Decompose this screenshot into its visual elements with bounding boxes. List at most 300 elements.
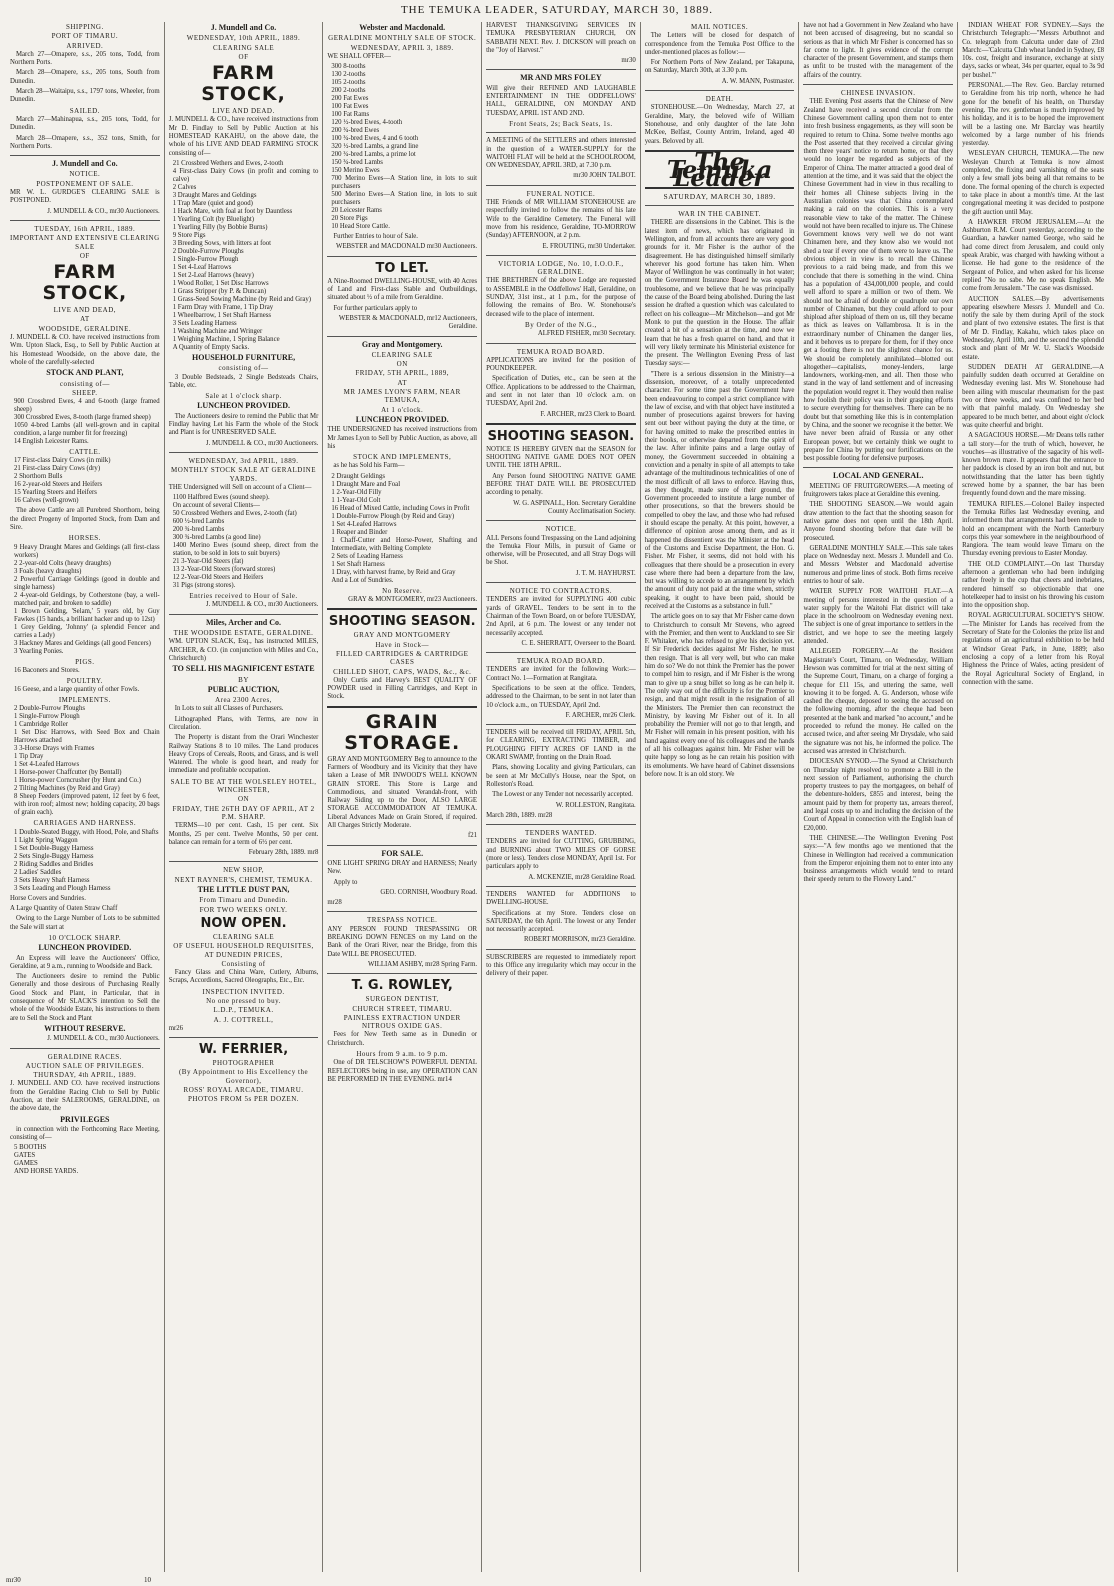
archer-line-2: F. ARCHER, mr26 Clerk. (565, 711, 636, 719)
list-item: 1 Set Double-Buggy Harness (14, 844, 94, 852)
list-item: 2 Calves (172, 183, 197, 191)
firm-heading: Webster and Macdonald. (359, 23, 446, 32)
poultry-heading: POULTRY. (66, 676, 103, 685)
firm-heading: J. Mundell and Co. (52, 159, 118, 169)
list-item: 500 Merino Ewes—A Station line, in lots to suit purchasers (331, 191, 478, 207)
list-item: 1 Farm Dray with Frame, 1 Tip Dray (172, 303, 274, 311)
list-item: 3 Hackney Mares and Geldings (all good Fencers) (14, 639, 151, 647)
cattle-note: The above Cattle are all Purebred Shorthorn, being the direct Progeny of Imported Stock, from Dam and Sire. (10, 507, 160, 531)
list-item: 100 Fat Rams (331, 111, 370, 119)
consisting-line: Consisting of (221, 959, 266, 968)
list-item: 105 2-tooths (331, 79, 366, 87)
grain-body: GRAY AND MONTGOMERY Beg to announce to the Farmers of Woodbury and its Vicinity that they have taken a Lease of MR INWOOD'S WELL KNOWN GRAIN STORE. This Store is Large and Commodious, and situated Verandah-front, with Railway Siding up to the Door, ALSO LARGE STORAGE ACCOMMODATION AT TEMUKA. Liberal Advances Made on Grain Stored, if required. All Charges Strictly Moderate. (327, 755, 478, 830)
poultry-list (10, 686, 160, 694)
trespass-heading: TRESPASS NOTICE. (367, 916, 438, 925)
list-item: 2 Double-Furrow Ploughs (14, 705, 85, 713)
carriages-heading: CARRIAGES AND HARNESS. (33, 819, 137, 828)
list-item: 13 2-Year-Old Steers (forward stores) (172, 566, 276, 574)
church-line: CHURCH STREET, TIMARU. (352, 1004, 453, 1013)
shipping-heading: SHIPPING. (65, 23, 104, 31)
oats-line: A Large Quantity of Oaten Straw Chaff (10, 905, 118, 913)
signature-3: GRAY & MONTGOMERY, mr23 Auctioneers. (348, 596, 478, 604)
monthly-body: THE Undersigned will Sell on account of a Client— (168, 483, 312, 491)
list-item: 200 2-tooths (331, 87, 366, 95)
without-reserve: WITHOUT RESERVE. (44, 1023, 126, 1033)
list-item: 31 Pigs (strong stores). (172, 582, 236, 590)
mail-heading: MAIL NOTICES. (691, 23, 749, 31)
notice-heading: NOTICE. (69, 170, 101, 179)
list-item: 100 Fat Ewes (331, 103, 369, 111)
tenders-rangitata: TENDERS are invited for the following Work:— Contract No. 1—Formation at Rangitata. (486, 666, 636, 682)
list-item: 900 Crossbred Ewes, 4 and 6-tooth (large framed sheep) (14, 398, 160, 414)
list-item: 16 Head of Mixed Cattle, including Cows in Profit (331, 504, 470, 512)
have-line: Have in Stock— (375, 640, 430, 649)
list-item: 9 Heavy Draught Mares and Geldings (all first-class workers) (14, 543, 160, 559)
list-item: 21 Crossbred Wethers and Ewes, 2-tooth (172, 159, 284, 167)
stock-impl-heading: STOCK AND IMPLEMENTS, (353, 453, 452, 462)
list-item: 700 Merino Ewes—A Station line, in lots to suit purchasers (331, 175, 478, 191)
farm-stock-title: FARM STOCK, (201, 62, 286, 106)
list-item: 2 Double-Furrow Ploughs (172, 247, 244, 255)
list-item: GATES (14, 1152, 36, 1160)
death-heading: DEATH. (705, 95, 734, 104)
entries-line: Entries received to Hour of Sale. (189, 592, 298, 601)
list-item: On account of several Clients— (172, 502, 260, 510)
miles-archer-heading: Miles, Archer and Co. (206, 617, 282, 627)
list-item: And a Lot of Sundries. (331, 576, 394, 584)
area-line: Area 2300 Acres, (215, 696, 272, 705)
implements-list (10, 705, 160, 817)
rolleston-line: W. ROLLESTON, Rangitata. (555, 801, 636, 809)
list-item: 1 Set 4-Leaf Harrows (172, 263, 232, 271)
war-p2: "There is a serious dissension in the Ministry—a dissension, moreover, of a totally unprecedented character. For some time past the Government have been endeavouring to compel a strict compliance with the law of excise, and with that object have instituted a number of prosecutions against brewers for having sent out beer without paying the duty at the time, or for having omitted to make the prescribed entries in their books, or otherwise departed from the spirit of the law. After infinite pains and a large outlay of money, the Government succeeded in obtaining a conviction and a penalty in spite of all attempts to take advantage of the multitudinous technicalities of one of the most difficult of all laws to enforce. Having thus, as they thought, made sure of their ground, the Government proceeded to institute a large number of other prosecutions, so that the brewers should be compelled to obey the law, and those who had refused it should escape the penalty. At this point, however, a difference of opinion arose among them, and as it happened the dissentient was the Minister at the head of the Customs and Excise Department, the Hon. G. Fisher. Mr Fisher, it seems, did not hold with his colleagues that there should be a prosecution in every case where there had been a departure from the law, but was willing to accede to an arrangement by which the amount of duty not paid at the time when, strictly speaking, it ought to have been paid, should be received at the Customs as a substance in full." (644, 370, 795, 610)
sailed-heading: SAILED. (69, 106, 100, 115)
lowest-text: The Lowest or any Tender not necessarily accepted. (492, 791, 634, 799)
mann-line: A. W. MANN, Postmaster. (721, 77, 795, 85)
cottrell-line: A. J. COTTRELL, (213, 1015, 274, 1024)
f21-line: f21 (468, 832, 478, 840)
clearing-line: CLEARING SALE (212, 932, 275, 941)
sale-place: WOODSIDE, GERALDINE. (38, 324, 132, 333)
cornish-line: GEO. CORNISH, Woodbury Road. (380, 888, 478, 896)
notice-body: ALL Persons found Trespassing on the Land adjoining the Temuka Flour Mills, in pursuit of Game or otherwise, will be Prosecuted, and all Stray Dogs will be Shot. (486, 534, 636, 567)
list-item: 1 Horse-power Corncrusher (by Hunt and Co.) (14, 777, 142, 785)
meeting-text: A MEETING of the SETTLERS and others interested in the question of a WATER-SUPPLY for the WAITOHI FLAT will be held at the SCHOOLROOM, ON WEDNESDAY, APRIL 3RD, at 7.30 p.m. (486, 137, 636, 170)
list-item: 600 ½-bred Lambs (172, 518, 225, 526)
from-line: From Timaru and Dunedin. (199, 896, 288, 905)
of-label: OF (238, 52, 249, 61)
list-item: 1 1-Year-Old Colt (331, 496, 381, 504)
list-item: 16 Calves (well-grown) (14, 497, 79, 505)
pigs-heading: PIGS. (75, 657, 95, 666)
list-item: 3 Sets Leading and Plough Harness (14, 884, 111, 892)
local-item-3: GERALDINE MONTHLY SALE.—This sale takes place on Wednesday next. Messrs J. Mundell and Co. and Messrs Webster and Macdonald advertise numerous and prime lines of stock. Both firms receive entries to hour of sale. (803, 544, 954, 585)
list-item: 1 Chaff-Cutter and Horse-Power, Shafting and Intermediate, with Belting Complete (331, 536, 478, 552)
luncheon-heading: LUNCHEON PROVIDED. (197, 401, 290, 411)
arcade-line: ROSS' ROYAL ARCADE, TIMARU. (183, 1086, 304, 1095)
poundkeeper-body: Specification of Duties, etc., can be seen at the Office. Applications to be addressed to the Chairman, and sent in not later than 10 o'clock a.m. on TUESDAY, April 2nd. (486, 375, 636, 408)
march-line: March 28th, 1889. mr28 (486, 811, 553, 819)
grain-heading: GRAIN STORAGE. (344, 710, 461, 754)
list-item: 1 Reaper and Binder (331, 528, 388, 536)
lunch-body: THE UNDERSIGNED has received instructions from Mr James Lyon to Sell by Public Auction, as above, all his (327, 426, 478, 450)
clearing-heading: CLEARING SALE (371, 350, 433, 359)
foley-body: Will give their REFINED AND LAUGHABLE ENTERTAINMENT IN THE ODDFELLOWS' HALL, GERALDINE, ON MONDAY AND TUESDAY, APRIL 1ST AND 2ND. (486, 84, 636, 117)
road-board-heading: TEMUKA ROAD BOARD. (516, 347, 605, 356)
photos-line: PHOTOS FROM 5s PER DOZEN. (188, 1095, 300, 1104)
list-item: AND HORSE YARDS. (14, 1168, 79, 1176)
privileges-heading: AUCTION SALE OF PRIVILEGES. (25, 1061, 145, 1070)
list-item: 2 Powerful Carriage Geldings (good in double and single harness) (14, 575, 160, 591)
foley-fee: Front Seats, 2s; Back Seats, 1s. (509, 119, 613, 128)
now-open-heading: NOW OPEN. (200, 915, 287, 931)
trespass-body: ANY PERSON FOUND TRESPASSING OR BREAKING DOWN FENCES on my Land on the Bank of the Orari River, near the Bridge, from this Date WILL BE PROSECUTED. (327, 925, 478, 958)
morrison-line: ROBERT MORRISON, mr23 Geraldine. (523, 936, 636, 944)
column-1 (6, 22, 165, 1572)
list-item: GAMES (14, 1160, 38, 1168)
carriages-list (10, 829, 160, 893)
list-item: 21 3-Year-Old Steers (fat) (172, 558, 244, 566)
telschow-text: One of DR TELSCHOW'S POWERFUL DENTAL REFLECTORS being in use, any OPERATION CAN BE PERFORMED IN THE EVENING. mr14 (327, 1059, 478, 1083)
order-line: By Order of the N.G., (525, 320, 597, 329)
edition-date: SATURDAY, MARCH 30, 1889. (663, 191, 776, 201)
aspinall-line: W. G. ASPINALL, Hon. Secretary Geraldine County Acclimatisation Society. (513, 499, 636, 515)
oclock-line: At 1 o'clock. (381, 405, 424, 414)
sale-intro: J. MUNDELL & CO. have received instructions from Wm. Upton Slack, Esq., to Sell by Public Auction at his Homestead Woodside, on the above date, the whole of the carefully-selected (10, 334, 160, 366)
footer-left: mr30 (6, 1576, 21, 1584)
port-heading: PORT OF TIMARU. (51, 32, 119, 41)
sale-date: WEDNESDAY, 10th APRIL, 1889. (186, 34, 301, 43)
terms-text: TERMS—10 per cent. Cash, 15 per cent. Six Months, 25 per cent. Twelve Months, 50 per cent. balance can remain for a term of 6½ per cent. (168, 822, 319, 846)
column-6 (799, 22, 958, 1572)
list-item: 1 Trap Mare (quiet and good) (172, 199, 253, 207)
death-body: STONEHOUSE.—On Wednesday, March 27, at Geraldine, Mary, the beloved wife of William Stonehouse, and only daughter of the late John McKee, Belfast, County Antrim, Ireland, aged 40 years. Beloved by all. (644, 104, 795, 145)
next-line: NEXT RAYNER'S, CHEMIST, TEMUKA. (174, 875, 313, 884)
list-item: 1 Double-Seated Buggy, with Hood, Pole, and Shafts (14, 828, 159, 836)
list-item: 200 Fat Ewes (331, 95, 369, 103)
implements-heading: IMPLEMENTS. (58, 696, 111, 705)
list-item: 1 Single-Furrow Plough (14, 713, 80, 721)
spec-text: Specifications to be seen at the office. Tenders, addressed to the Chairman, to be sent in not later than 10 o'clock a.m., on TUESDAY, April 2nd. (486, 685, 636, 709)
for-sale-body: ONE LIGHT SPRING DRAY and HARNESS; Nearly New. (327, 859, 478, 876)
inspection-line: INSPECTION INVITED. (202, 987, 285, 996)
races-body: J. MUNDELL AND CO. have received instructions from the Geraldine Racing Club to Sell by Public Auction, at their SALEROOMS, GERALDINE, on the above date, the (10, 1080, 160, 1113)
priv-heading: PRIVILEGES (60, 1114, 110, 1124)
farm-line: MR JAMES LYON'S FARM, NEAR TEMUKA, (343, 388, 461, 405)
hours-line: Hours from 9 a.m. to 9 p.m. (356, 1050, 449, 1058)
at-label: AT (80, 315, 90, 324)
local-item-7: THE CHINESE.—The Wellington Evening Post says:—"A few months ago we mentioned that the Chinese in Wellington had received a communication from the Emperor enjoining them not to enter into any business arrangements which would tend to retard their speedy return to the Flowery Land." (803, 834, 954, 884)
we-offer: WE SHALL OFFER— (327, 52, 391, 60)
poundkeeper-text: APPLICATIONS are invited for the position of POUNDKEEPER. (486, 356, 636, 373)
subscribers-text: SUBSCRIBERS are requested to immediately report to this Office any irregularity which may occur in the delivery of their paper. (486, 953, 636, 978)
list-item: 1 Set Disc Harrows, with Seed Box and Chain Harrows attached (14, 729, 160, 745)
list-item: 300 ¾-bred Lambs (a good line) (172, 534, 261, 542)
list-item: 2 Riding Saddles and Bridles (14, 860, 94, 868)
news-item-7: A SAGACIOUS HORSE.—Mr Deans tells rather a tall story—for the truth of which, however, he vouches—as illustrative of the sagacity of his well-known brown mare. It appears that the entrance to her paddock is closed by an iron bolt and nut, but notwithstanding that the latter has been tightly screwed home by a spanner, the bar has been frequently found down and the mare missing. (962, 432, 1105, 498)
list-item: 2 Sets of Leading Harness (331, 552, 403, 560)
apply-line: Apply to (333, 878, 358, 886)
on-label: ON (396, 360, 408, 369)
list-item: 50 Crossbred Wethers and Ewes, 2-tooth (fat) (172, 510, 297, 518)
sale-date-2: FRIDAY, 5TH APRIL, 1889, (355, 369, 450, 378)
new-shop: NEW SHOP, (223, 866, 264, 875)
mail-note: For Northern Ports of New Zealand, per Takapuna, on Saturday, March 30th, at 3.30 p.m. (644, 59, 795, 75)
photographer-line: PHOTOGRAPHER (212, 1059, 275, 1068)
ferrier-heading: W. FERRIER, (198, 1042, 289, 1058)
horses-heading: HORSES. (68, 534, 101, 543)
dustpan-heading: THE LITTLE DUST PAN, (197, 885, 290, 895)
monthly-list (169, 494, 319, 590)
list-item: 1 Hack Mare, with foal at foot by Dauntless (172, 207, 293, 215)
war-continued: have not had a Government in New Zealand who have not been accused of disagreeing, but no scandal so serious as that in which Mr Fisher is concerned has so far come to light. It gives evidence of the corrupt character of the present Government, and stamps them as unfit to be trusted with the management of the affairs of the country. (803, 22, 954, 79)
chilled-line: CHILLED SHOT, CAPS, WADS, &c., &c. (333, 667, 472, 676)
news-item-5: AUCTION SALES.—By advertisements appearing elsewhere Messrs J. Mundell and Co. notify the sale by them during April of the stock and plant of two extensive estates. The first is that of Mr D. Findlay, Kakahu, which takes place on Wednesday, April 10th, and the second the splendid stock and plant of Mr W. U. Slack's Woodside estate. (962, 295, 1105, 361)
desire-text: The Auctioneers desire to remind the Public that Mr Findlay having Let his Farm the whole of the Stock and Plant is for UNRESERVED SALE. (168, 412, 319, 437)
particulars-line: For further particulars apply to (333, 304, 418, 312)
list-item: 3 Sets Leading Harness (172, 319, 237, 327)
list-item: 1050 4-bred Lambs (all well-grown and in capital condition, a large number fit for freezing) (14, 422, 160, 438)
list-item: 20 Leicester Rams (331, 207, 382, 215)
news-item-3: WESLEYAN CHURCH, TEMUKA.—The new Wesleyan Church at Temuka is now almost completed, the fixing and varnishing of the seats only a few small jobs being all that remains to be done. The formal opening of the church is expected to take place in about a month's time. At the last congregational meeting it was decided to postpone the gift auction until May. (962, 150, 1105, 216)
list-item: 9 Store Pigs (172, 231, 206, 239)
lodge-heading: VICTORIA LODGE, No. 10, I.O.O.F., GERALDINE. (498, 259, 624, 277)
local-item-4: WATER SUPPLY FOR WAITOHI FLAT.—A meeting of persons interested in the question of a water supply for the Waitohi Flat district will take place in the schoolroom on Wednesday evening next. The subject is one of great importance to settlers in the district, and we hope to see the meeting largely attended. (803, 588, 954, 646)
list-item: 3 Sets Heavy Shaft Harness (14, 876, 90, 884)
news-item-4: A HAWKER FROM JERUSALEM.—At the Ashburton R.M. Court yesterday, according to the Guardian, a hawker named George, who said he had come direct from Jerusalem, and could only speak Arabic, was charged with hawking without a license. He had gone to the residence of the Sergeant of Police, and when asked for his license replied "No no sabe. Me no speak English. Me come from Jerusalem." The case was dismissed. (962, 218, 1105, 293)
road-board-heading-2: TEMUKA ROAD BOARD. (516, 657, 605, 666)
to-let-heading: TO LET. (375, 260, 429, 276)
only-text: Only Curtis and Harvey's BEST QUALITY OF POWDER used in Filling Cartridges, and Kept in Stock. (327, 676, 478, 701)
list-item: 100 ¾-bred Ewes, 4 and 6 tooth (331, 135, 419, 143)
list-item: 1400 Merino Ewes (sound sheep, direct from the station, to be sold in lots to suit buyers) (172, 542, 319, 558)
list-item: 2 Sets Single-Buggy Harness (14, 852, 94, 860)
filled-line: FILLED CARTRIDGES & CARTRIDGE CASES (335, 649, 469, 667)
foley-heading: MR AND MRS FOLEY (520, 73, 602, 83)
list-item: 1 2-Year-Old Filly (331, 488, 382, 496)
list-item: 1 Weighing Machine, 1 Spring Balance (172, 335, 280, 343)
talbot-line: mr30 JOHN TALBOT. (573, 172, 636, 180)
shooting-more: Any Person found SHOOTING NATIVE GAME BEFORE THAT DATE WILL BE PROSECUTED according to penalty. (486, 472, 636, 497)
list-item: 21 First-class Dairy Cows (dry) (14, 465, 101, 473)
arrival-1: March 27—Omapere, s.s., 205 tons, Todd, from Northern Ports. (10, 50, 160, 67)
list-item: 200 ¾-bred Lambs, a prime lot (331, 151, 416, 159)
farm-list (327, 473, 477, 585)
list-item: 1 Wood Roller, 1 Set Disc Harrows (172, 279, 269, 287)
column-5 (641, 22, 800, 1572)
stock-plant-heading: STOCK AND PLANT, (46, 368, 124, 378)
signature: WEBSTER and MACDONALD mr30 Auctioneers. (336, 243, 478, 251)
list-item: 1 Yearling Filly (by Bobbie Burns) (172, 223, 268, 231)
list-item: 200 ¾-bred Lambs (172, 526, 225, 534)
litho-line: Lithographed Plans, with Terms, are now in Circulation. (168, 715, 319, 731)
list-item: 20 Store Pigs (331, 215, 368, 223)
list-item: 1 Dray, with harvest frame, by Reid and Gray (331, 568, 456, 576)
arrived-heading: ARRIVED. (66, 41, 104, 50)
list-item: 3 Yearling Ponies. (14, 647, 64, 655)
list-item: 3 3-Horse Drays with Frames (14, 745, 95, 753)
no-one-line: No one pressed to buy. (206, 997, 281, 1005)
of-label: OF (79, 251, 90, 260)
painless-line: PAINLESS EXTRACTION UNDER NITROUS OXIDE GAS. (343, 1013, 461, 1031)
list-item: 2 Tilting Machines (by Reid and Gray) (14, 785, 120, 793)
masthead: The Temuka Leader (666, 146, 773, 193)
list-item: 1 Set 4-Leafed Harrows (331, 520, 397, 528)
sailing-1: March 27—Mahinapua, s.s., 205 tons, Todd, for Dunedin. (10, 115, 160, 132)
mr30-line: mr30 (621, 57, 636, 65)
list-item: 16 2-year-old Steers and Heifers (14, 481, 103, 489)
list-item: 3 Foals (heavy draughts) (14, 567, 82, 575)
list-item: 320 ½-bred Lambs, a grand line (331, 143, 419, 151)
tenders-gravel: TENDERS are invited for SUPPLYING 400 cubic yards of GRAVEL. Tenders to be sent in to the Chairman of the Town Board, on or before TUESDAY, 2nd April, at 6 p.m. The lowest or any tender not necessarily accepted. (486, 596, 636, 637)
sale-time: Sale at 1 o'clock sharp. (205, 392, 282, 401)
list-item: 1 Tip Dray (14, 753, 44, 761)
priv-list (10, 1144, 160, 1176)
list-item: 1 Cambridge Roller (14, 721, 68, 729)
list-item: 4 First-class Dairy Cows (in profit and coming to calve) (172, 167, 319, 183)
local-item-1: MEETING OF FRUITGROWERS.—A meeting of fruitgrowers takes place at Geraldine this evening. (803, 482, 954, 499)
signature: J. MUNDELL & CO., mr30 Auctioneers. (205, 439, 319, 447)
list-item: 5 BOOTHS (14, 1144, 47, 1152)
to-sell-heading: TO SELL HIS MAGNIFICENT ESTATE (172, 664, 315, 674)
for-sale-heading: FOR SALE. (381, 848, 424, 858)
carriages-tail: Horse Covers and Sundries. (10, 894, 86, 902)
list-item: 17 First-class Dairy Cows (in milk) (14, 457, 111, 465)
page-header: THE TEMUKA LEADER, SATURDAY, MARCH 30, 1889. (400, 4, 714, 16)
lodge-body: THE BRETHREN of the above Lodge are requested to ASSEMBLE in the Oddfellows' Hall, Geraldine, on SUNDAY, 31st inst., at 1 p.m., for the purpose of following the remains of Bro. W. Stonehouse's deceased wife to the place of interment. (486, 277, 636, 318)
shooting-heading: SHOOTING SEASON. (487, 428, 635, 444)
start-time: 10 O'CLOCK SHARP. (48, 933, 122, 942)
column-3 (323, 22, 482, 1572)
estate-body: WM. UPTON SLACK, Esq., has instructed MILES, ARCHER, & CO. (in conjunction with Miles and Co., Christchurch) (168, 638, 319, 662)
chinese-heading: CHINESE INVASION. (841, 89, 916, 98)
list-item: 300 8-tooths (331, 63, 366, 71)
feb-line: February 28th, 1889. mr8 (248, 849, 319, 857)
luncheon-heading: LUNCHEON PROVIDED. (355, 414, 449, 424)
list-item: 1 Light Spring Waggon (14, 836, 78, 844)
column-4 (482, 22, 641, 1572)
notice-heading: NOTICE. (545, 525, 577, 534)
footer-page-number: 10 (144, 1576, 151, 1584)
sherratt-line: C. E. SHERRATT, Overseer to the Board. (521, 639, 636, 647)
local-item-5: ALLEGED FORGERY.—At the Resident Magistrate's Court, Timaru, on Wednesday, William Hewson was committed for trial at the next sitting of the Supreme Court, Timaru, on a charge of forging a cheque for £11 15s, and uttering the same, well knowing it to be forged. A. G. Anderson, whose wife cashed the cheque, deposed to seeing the accused on the following morning, after the cheque had been presented at the bank and marked "no account," and he proceeded to refund the money. He called on the accused twice, and after seeing Mr Drysdale, who said the signature was not his, he informed the police. The accused was arrested in Christchurch. (803, 648, 954, 755)
rowley-heading: T. G. ROWLEY, (351, 978, 453, 994)
list-item: 1 Washing Machine and Wringer (172, 327, 263, 335)
fisher-line: ALFRED FISHER, mr30 Secretary. (537, 330, 636, 338)
furniture-heading: HOUSEHOLD FURNITURE, (191, 352, 296, 362)
mail-body: The Letters will be closed for despatch of correspondence from the Temuka Post Office to the under-mentioned places as follow:— (644, 32, 795, 56)
live-dead: LIVE AND DEAD, (53, 306, 117, 315)
sale-at: SALE TO BE AT THE WOLSELEY HOTEL, WINCHESTER, (170, 777, 317, 795)
news-item-8: TEMUKA RIFLES.—Colonel Bailey inspected the Temuka Rifles last Wednesday evening, and informed them that arrangements had been made to hold an encampment with the North Canterbury corps this year somewhere in the neighbourhood of Rangiora. The team would leave Timaru on the Thursday evening previous to Easter Monday. (962, 500, 1105, 558)
list-item: 3 Draught Mares and Geldings (172, 191, 257, 199)
sale-date: WEDNESDAY, APRIL 3, 1889. (350, 43, 454, 52)
ashby-line: WILLIAM ASHBY, mr28 Spring Farm. (368, 960, 478, 968)
sold-line: as he has Sold his Farm— (333, 462, 405, 470)
furniture-body: 3 Double Bedsteads, 2 Single Bedsteads Chairs, Table, etc. (168, 373, 319, 389)
list-item: 150 Merino Ewes (331, 167, 380, 175)
farm-stock-title: FARM STOCK, (42, 261, 128, 305)
list-item: 2 4-year-old Geldings, by Cotherstone (bay, a well-matched pair, and broken to saddle) (14, 591, 160, 607)
harvest-text: HARVEST THANKSGIVING SERVICES IN TEMUKA PRESBYTERIAN CHURCH, ON SABBATH NEXT. Rev. J. DICKSON will preach on the "Joy of Harvest." (486, 22, 636, 54)
archer-line: F. ARCHER, mr23 Clerk to Board. (540, 410, 636, 418)
signature-2: WEBSTER & MACDONALD, mr12 Auctioneers, Geraldine. (338, 314, 478, 331)
funeral-body: THE Friends of MR WILLIAM STONEHOUSE are respectfully invited to follow the remains of his late Wife to the Geraldine Cemetery. The Funeral will move from his residence, Geraldine, TO-MORROW (Sunday) AFTERNOON, at 2 p.m. (486, 199, 636, 240)
offer-list (327, 63, 477, 231)
no-reserve: No Reserve. (382, 586, 423, 595)
important-heading: IMPORTANT AND EXTENSIVE CLEARING SALE (10, 234, 160, 251)
wanted-heading: TENDERS WANTED. (524, 829, 597, 838)
geraldine-heading: GERALDINE MONTHLY SALE OF STOCK. (328, 34, 477, 43)
arrival-3: March 28—Waitaipu, s.s., 1797 tons, Wheeler, from Dunedin. (10, 88, 160, 104)
frouting-line: E. FROUTING, mr30 Undertaker. (542, 242, 636, 250)
list-item: 8 Sheep Feeders (improved patent, 12 feet by 6 feet, with iron roof; almost new; holding capacity, 20 bags of grain each). (14, 793, 160, 817)
gm-line: GRAY AND MONTGOMERY (353, 631, 451, 640)
news-item-2: PERSONAL.—The Rev. Geo. Barclay returned to Geraldine from his trip north, whence he had gone for the benefit of his health, on Thursday evening. The rev. gentleman is much improved by his holiday, and it is to be hoped the improvement will be a lasting one. Mr Barclay was heartily welcomed by a large number of his friends yesterday. (962, 82, 1105, 148)
local-heading: LOCAL AND GENERAL. (833, 471, 924, 481)
hayhurst-line: J. T. M. HAYHURST. (575, 569, 636, 577)
races-date: THURSDAY, 4th APRIL, 1889. (33, 1071, 137, 1080)
useful-line: OF USEFUL HOUSEHOLD REQUISITES, AT DUNEDIN PRICES, (173, 942, 314, 959)
on-label: ON (237, 795, 250, 804)
news-item-6: SUDDEN DEATH AT GERALDINE.—A painfully sudden death occurred at Geraldine on Wednesday evening last. Mrs W. Stonehouse had been ailing with muscular rheumatism for the past two or three weeks, and was confined to her bed with that painful malady. On Wednesday she appeared to be much better, and about eight o'clock was quite cheerful and bright. (962, 363, 1105, 429)
shooting-heading: SHOOTING SEASON. (328, 614, 476, 630)
list-item: 1 Wheelbarrow, 1 Set Shaft Harness (172, 311, 272, 319)
list-item: 200 ¾-bred Ewes (331, 127, 380, 135)
columns (6, 22, 1108, 1572)
list-item: 14 English Leicester Rams. (14, 438, 89, 446)
further-line: Further Entries to hour of Sale. (333, 233, 418, 241)
by-label: BY (238, 675, 249, 684)
firm-heading: J. Mundell and Co. (210, 23, 277, 32)
signature-2: J. MUNDELL & CO., mr30 Auctioneers. (205, 601, 319, 609)
fees-line: Fees for New Teeth same as in Dunedin or Christchurch. (327, 1031, 478, 1047)
list-item: 1 Set 2-Leaf Harrows (heavy) (172, 271, 254, 279)
sale-intro: J. MUNDELL & CO., have received instructions from Mr D. Findlay to Sell by Public Auction at his HOMESTEAD KAKAHU, on the above date, the whole of his LIVE AND DEAD FARMING STOCK consisting of— (168, 116, 319, 157)
wanted-body: TENDERS are invited for CUTTING, GRUBBING, and BURNING about TWO MILES OF GORSE (more or less). Tenders close MONDAY, April 1st. For particulars apply to (486, 838, 636, 871)
sale-date-2: WEDNESDAY, 3rd APRIL, 1889. (188, 456, 299, 465)
sale-date-3: FRIDAY, THE 26TH DAY OF APRIL, AT 2 P.M. SHARP. (172, 804, 315, 821)
sheep-list (10, 398, 160, 446)
lots-line: In Lots to suit all Classes of Purchasers. (174, 705, 284, 713)
war-p1: THERE are dissensions in the Cabinet. This is the latest item of news, which has originated in Wellington, and from all accounts there are very good grounds for it. Mr Fisher is the author of the disagreement. He has distinguished himself similarly wherever his good fortune has taken him. When Mayor of Wellington he was continually in hot water; on the Government Insurance Board he was equally troublesome, and we believe that he was principally the cause of the Board being abolished. During the last session he drafted a question which was calculated to reflect on his colleague—Mr Mitchelson—and got Mr Monk to put the question in the House. The affair created a bit of a sensation at the time, and now we learn that he has a fresh quarrel on hand, and that it will very likely terminate his Ministerial existence for the present. The Wellington Evening Press of last Tuesday says:— (644, 219, 795, 368)
funeral-heading: FUNERAL NOTICE. (526, 189, 596, 198)
express-text: An Express will leave the Auctioneers' Office, Geraldine, at 9 a.m., running to Woodside and Back. (10, 954, 160, 970)
at-label: AT (397, 378, 407, 387)
auction-heading: PUBLIC AUCTION, (207, 684, 280, 694)
list-item: 1100 Halfbred Ewes (sound sheep). (172, 494, 270, 502)
luncheon-heading: LUNCHEON PROVIDED. (38, 943, 132, 953)
consisting-label: consisting of— (59, 379, 110, 388)
monthly-heading: MONTHLY STOCK SALE AT GERALDINE YARDS. (171, 466, 316, 483)
appointment-line: (By Appointment to His Excellency the Governor), (178, 1068, 309, 1085)
for-line: FOR TWO WEEKS ONLY. (199, 905, 288, 914)
arrival-2: March 28—Omapere, s.s., 205 tons, South from Dunedin. (10, 69, 160, 85)
mr26-line: mr26 (168, 1024, 184, 1032)
list-item: 1 Horse-power Chaffcutter (by Bentall) (14, 769, 122, 777)
live-dead: LIVE AND DEAD. (212, 107, 275, 116)
list-item: 2 Draught Geldings (331, 472, 385, 480)
list-item: 1 Grey Gelding, 'Johnny' (a splendid Fencer and carries a Lady) (14, 623, 160, 639)
furniture-consisting: consisting of— (218, 364, 269, 373)
list-item: 1 Set Shaft Harness (331, 560, 385, 568)
owing-text: Owing to the Large Number of Lots to be submitted the Sale will start at (10, 915, 160, 931)
list-item: 15 Yearling Steers and Heifers (14, 489, 97, 497)
signature: J. MUNDELL & CO., mr30 Auctioneers. (47, 1035, 160, 1043)
list-item: 16 Baconers and Stores. (14, 666, 80, 674)
ldp-line: L.D.P., TEMUKA. (213, 1006, 274, 1015)
local-item-6: DIOCESAN SYNOD.—The Synod at Christchurch on Thursday night resolved to promote a Bill in the next session of Parliament, authorising the church property trustees to pay the mortgagees, on behalf of the debenture-holders, £855 and interest, being the amount paid by them for property tax, arrears thereof, and legal costs up to and including the decision of the Court of Appeal in connection with the English loan of £20,000. (803, 758, 954, 832)
